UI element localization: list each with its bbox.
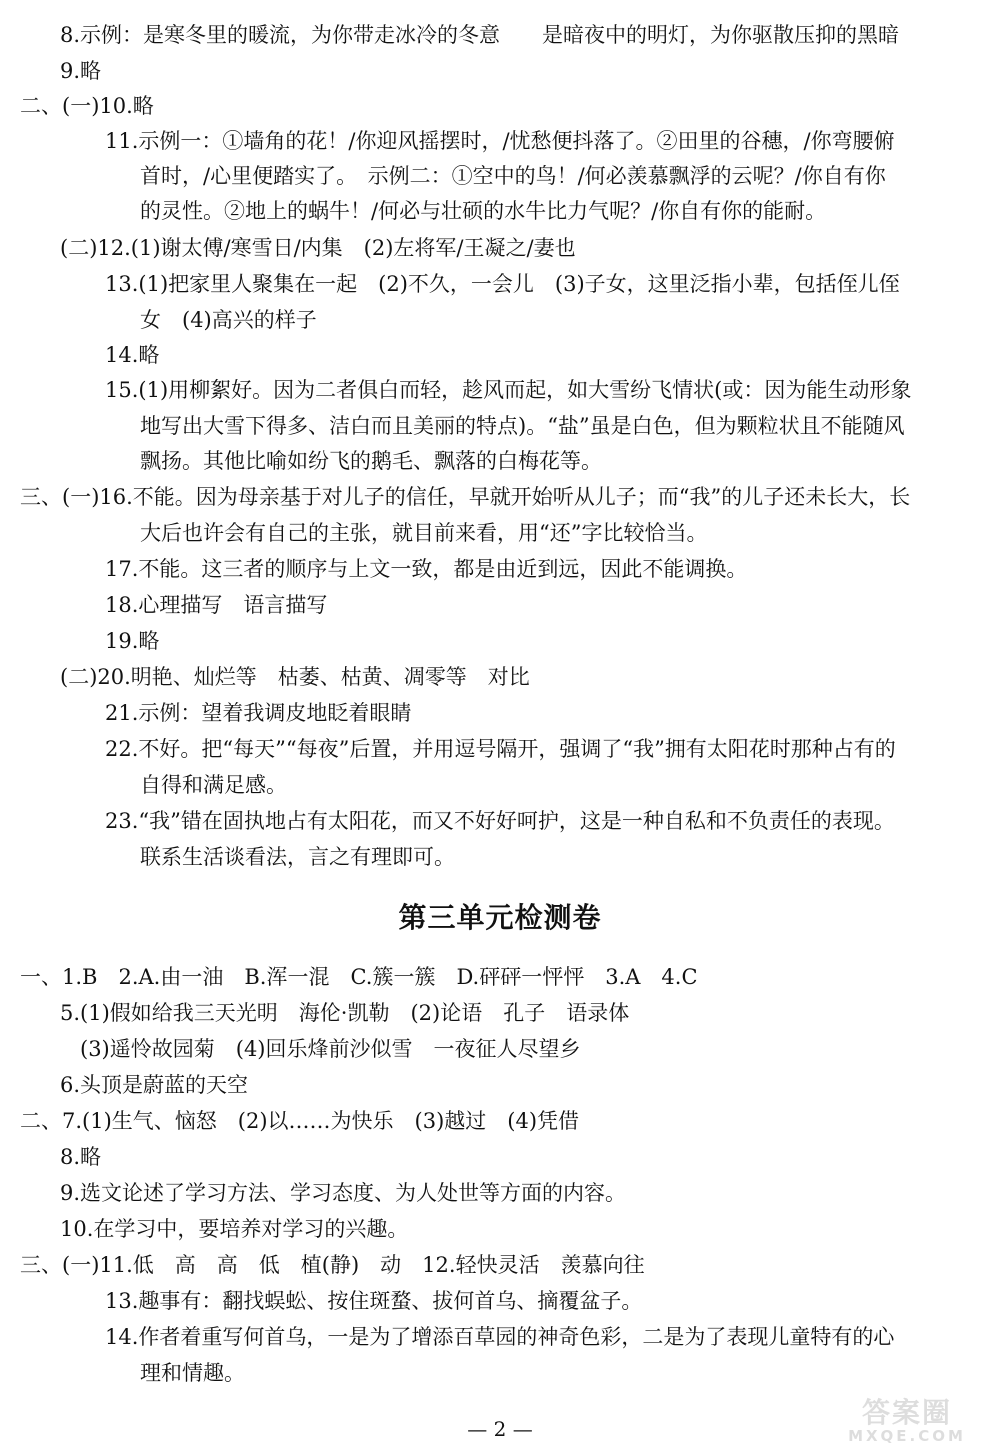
answer-line: 8.略 [60, 1145, 102, 1169]
section-title: 第三单元检测卷 [398, 901, 602, 934]
answer-line: 15.(1)用柳絮好。因为二者俱白而轻，趁风而起，如大雪纷飞情状(或：因为能生动形象 [105, 378, 912, 402]
answer-line: 8.示例：是寒冬里的暖流，为你带走冰冷的冬意 是暗夜中的明灯，为你驱散压抑的黑暗 [60, 23, 900, 47]
answer-line: 三、(一)11.低 高 高 低 植(静) 动 12.轻快灵活 羡慕向往 [20, 1253, 645, 1277]
answer-line: 联系生活谈看法，言之有理即可。 [140, 845, 455, 869]
answer-line: 19.略 [105, 629, 160, 653]
answer-line: 14.作者着重写何首乌，一是为了增添百草园的神奇色彩，二是为了表现儿童特有的心 [105, 1325, 895, 1349]
answer-line: 22.不好。把“每天”“每夜”后置，并用逗号隔开，强调了“我”拥有太阳花时那种占有的 [105, 737, 896, 761]
watermark-main-text: 答案圈 [861, 1396, 952, 1429]
answer-line: 10.在学习中，要培养对学习的兴趣。 [60, 1217, 409, 1241]
answer-line: 18.心理描写 语言描写 [105, 593, 328, 617]
answer-line: 的灵性。②地上的蜗牛！/何必与壮硕的水牛比力气呢？/你自有你的能耐。 [140, 199, 827, 223]
watermark-logo [832, 1398, 982, 1446]
answer-line: 17.不能。这三者的顺序与上文一致，都是由近到远，因此不能调换。 [105, 557, 748, 581]
answer-line: 13.趣事有：翻找蜈蚣、按住斑蝥、拔何首乌、摘覆盆子。 [105, 1289, 643, 1313]
page-number: — 2 — [467, 1417, 533, 1441]
answer-line: 三、(一)16.不能。因为母亲基于对儿子的信任，早就开始听从儿子；而“我”的儿子还未长大，长 [20, 485, 911, 509]
watermark-sub-text: MXQE.COM [848, 1427, 966, 1445]
answer-line: 5.(1)假如给我三天光明 海伦·凯勒 (2)论语 孔子 语录体 [60, 1001, 630, 1025]
answer-line: 二、(一)10.略 [20, 94, 154, 118]
answer-line: 6.头顶是蔚蓝的天空 [60, 1073, 249, 1097]
answer-line: 理和情趣。 [140, 1361, 245, 1385]
answer-line: (二)20.明艳、灿烂等 枯萎、枯黄、凋零等 对比 [60, 665, 530, 689]
answer-line: 大后也许会有自己的主张，就目前来看，用“还”字比较恰当。 [140, 521, 708, 545]
answer-line: 14.略 [105, 343, 160, 367]
answer-line: 自得和满足感。 [140, 773, 287, 797]
answer-line: 首时，/心里便踏实了。 示例二：①空中的鸟！/何必羡慕飘浮的云呢？/你自有你 [140, 164, 886, 188]
answer-line: 9.略 [60, 59, 102, 83]
answer-line: 23.“我”错在固执地占有太阳花，而又不好好呵护，这是一种自私和不负责任的表现。 [105, 809, 895, 833]
answer-line: 13.(1)把家里人聚集在一起 (2)不久，一会儿 (3)子女，这里泛指小辈，包括侄儿侄 [105, 272, 900, 296]
answer-line: 女 (4)高兴的样子 [140, 308, 317, 332]
answer-line: 地写出大雪下得多、洁白而且美丽的特点)。“盐”虽是白色，但为颗粒状且不能随风 [140, 414, 905, 438]
answer-line: 飘扬。其他比喻如纷飞的鹅毛、飘落的白梅花等。 [140, 449, 602, 473]
answer-line: 21.示例：望着我调皮地眨着眼睛 [105, 701, 412, 725]
answer-line: 一、1.B 2.A.由一油 B.浑一混 C.簇一簇 D.砰砰一怦怦 3.A 4.C [20, 965, 698, 989]
answer-line: (3)遥怜故园菊 (4)回乐烽前沙似雪 一夜征人尽望乡 [80, 1037, 581, 1061]
answer-line: 9.选文论述了学习方法、学习态度、为人处世等方面的内容。 [60, 1181, 627, 1205]
answer-line: 二、7.(1)生气、恼怒 (2)以……为快乐 (3)越过 (4)凭借 [20, 1109, 580, 1133]
answer-line: 11.示例一：①墙角的花！/你迎风摇摆时，/忧愁便抖落了。②田里的谷穗，/你弯腰俯 [105, 129, 895, 153]
answer-line: (二)12.(1)谢太傅/寒雪日/内集 (2)左将军/王凝之/妻也 [60, 236, 576, 260]
